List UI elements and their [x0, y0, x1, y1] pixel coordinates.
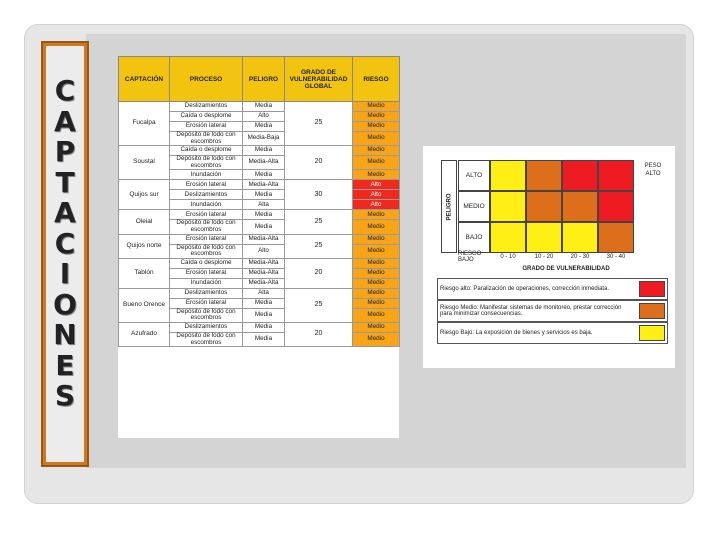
cell-riesgo: Medio: [353, 298, 400, 308]
header-peligro: PELIGRO: [243, 57, 285, 102]
x-axis-label: GRADO DE VULNERABILIDAD: [522, 266, 610, 272]
cell-riesgo: Medio: [353, 146, 400, 156]
title-letter: I: [59, 257, 71, 290]
x-range-label: 30 - 40: [606, 254, 626, 260]
cell-proceso: Inundación: [170, 200, 243, 210]
risk-table-container: [118, 56, 399, 438]
cell-proceso: Erosión lateral: [170, 298, 243, 308]
matrix-cell-yellow: [490, 160, 526, 191]
cell-grado: 20: [285, 322, 353, 346]
cell-peligro: Media-Alta: [243, 234, 285, 244]
matrix-cell-yellow: [490, 191, 526, 222]
cell-proceso: Deslizamientos: [170, 102, 243, 112]
cell-peligro: Media: [243, 146, 285, 156]
cell-riesgo: Medio: [353, 170, 400, 180]
cell-captacion: Bueno Orence: [119, 288, 170, 322]
cell-proceso: Depósito de lodo con escombros: [170, 308, 243, 322]
cell-grado: 25: [285, 210, 353, 234]
cell-proceso: Deslizamientos: [170, 288, 243, 298]
cell-riesgo: Medio: [353, 112, 400, 122]
x-header-left: RIESGO BAJO: [458, 251, 482, 263]
cell-riesgo: Medio: [353, 268, 400, 278]
matrix-cell-orange: [598, 222, 634, 253]
cell-peligro: Media-Alta: [243, 258, 285, 268]
cell-riesgo: Medio: [353, 102, 400, 112]
cell-riesgo: Medio: [353, 332, 400, 346]
title-letter: E: [55, 348, 75, 382]
cell-peligro: Alto: [243, 112, 285, 122]
legend-swatch: [639, 281, 665, 297]
table-row: [119, 146, 400, 156]
cell-riesgo: Medio: [353, 156, 400, 170]
cell-riesgo: Medio: [353, 220, 400, 234]
cell-riesgo: Medio: [353, 122, 400, 132]
cell-captacion: Azufrado: [119, 322, 170, 346]
cell-grado: 20: [285, 146, 353, 180]
matrix-cell-red: [598, 160, 634, 191]
cell-proceso: Caída o desplome: [170, 146, 243, 156]
cell-captacion: Fucalpa: [119, 102, 170, 146]
cell-proceso: Depósito de lodo con escombros: [170, 220, 243, 234]
title-letter: S: [54, 379, 76, 412]
cell-peligro: Alta: [243, 288, 285, 298]
cell-riesgo: Medio: [353, 278, 400, 288]
cell-captacion: Quijos sur: [119, 180, 170, 210]
cell-proceso: Caída o desplome: [170, 112, 243, 122]
x-range-label: 0 - 10: [500, 254, 516, 260]
cell-proceso: Deslizamientos: [170, 190, 243, 200]
cell-peligro: Media-Baja: [243, 132, 285, 146]
cell-grado: 20: [285, 258, 353, 288]
matrix-cell-orange: [526, 160, 562, 191]
matrix-cell-yellow: [526, 222, 562, 253]
header-captacion: CAPTACIÓN: [119, 57, 170, 102]
cell-grado: 25: [285, 234, 353, 258]
matrix-cell-orange: [562, 191, 598, 222]
cell-riesgo: Alto: [353, 200, 400, 210]
cell-peligro: Media: [243, 210, 285, 220]
cell-proceso: Erosión lateral: [170, 234, 243, 244]
cell-proceso: Erosión lateral: [170, 122, 243, 132]
title-letter: A: [54, 104, 76, 138]
table-row: [119, 258, 400, 268]
title-letter: A: [54, 196, 76, 229]
cell-riesgo: Alto: [353, 190, 400, 200]
table-row: [119, 210, 400, 220]
cell-riesgo: Medio: [353, 308, 400, 322]
matrix-cell-red: [562, 160, 598, 191]
legend-swatch: [639, 325, 665, 341]
vertical-title: [46, 46, 84, 462]
cell-riesgo: Medio: [353, 210, 400, 220]
title-letter: C: [54, 74, 76, 107]
table-header-row: [119, 57, 400, 102]
header-proceso: PROCESO: [170, 57, 243, 102]
table-row: [119, 102, 400, 112]
legend-text: Riesgo Bajo: La exposición de bienes y servicios es baja.: [440, 330, 593, 336]
x-range-label: 20 - 30: [570, 254, 590, 260]
title-letter: P: [54, 135, 76, 168]
cell-proceso: Inundación: [170, 170, 243, 180]
cell-proceso: Caída o desplome: [170, 258, 243, 268]
matrix-cell-yellow: [490, 222, 526, 253]
risk-table: [118, 56, 400, 347]
y-axis-label: PELIGRO: [446, 192, 453, 221]
cell-grado: 25: [285, 102, 353, 146]
cell-peligro: Media: [243, 102, 285, 112]
cell-peligro: Media-Alta: [243, 278, 285, 288]
title-letter: O: [53, 287, 77, 321]
cell-riesgo: Medio: [353, 322, 400, 332]
cell-proceso: Depósito de lodo con escombros: [170, 244, 243, 258]
cell-peligro: Media: [243, 298, 285, 308]
cell-peligro: Media: [243, 322, 285, 332]
cell-riesgo: Alto: [353, 180, 400, 190]
cell-proceso: Depósito de lodo con escombros: [170, 332, 243, 346]
legend-swatch: [639, 303, 665, 319]
table-row: [119, 234, 400, 244]
cell-riesgo: Medio: [353, 132, 400, 146]
table-row: [119, 322, 400, 332]
cell-proceso: Inundación: [170, 278, 243, 288]
cell-grado: 25: [285, 288, 353, 322]
matrix-row-label: MEDIO: [458, 191, 490, 222]
cell-proceso: Erosión lateral: [170, 180, 243, 190]
cell-peligro: Media: [243, 170, 285, 180]
matrix-cell-orange: [526, 191, 562, 222]
cell-captacion: Quijos norte: [119, 234, 170, 258]
cell-peligro: Media: [243, 190, 285, 200]
cell-captacion: Soustal: [119, 146, 170, 180]
cell-riesgo: Medio: [353, 234, 400, 244]
cell-proceso: Erosión lateral: [170, 210, 243, 220]
cell-peligro: Media: [243, 220, 285, 234]
matrix-row-label: BAJO: [458, 222, 490, 253]
cell-peligro: Media-Alta: [243, 268, 285, 278]
cell-peligro: Media: [243, 332, 285, 346]
matrix-row-label: ALTO: [458, 160, 490, 191]
legend-item: [437, 300, 668, 322]
x-range-label: 10 - 20: [534, 254, 554, 260]
matrix-side-label: PESO ALTO: [644, 163, 662, 177]
legend-item: [437, 278, 668, 300]
legend-text: Riesgo Medio: Manifestar sistemas de monitoreo, prestar corrección para minimizar consecuencias.: [440, 305, 622, 317]
cell-peligro: Alta: [243, 200, 285, 210]
cell-riesgo: Medio: [353, 258, 400, 268]
cell-proceso: Erosión lateral: [170, 268, 243, 278]
cell-riesgo: Medio: [353, 244, 400, 258]
cell-peligro: Alto: [243, 244, 285, 258]
cell-peligro: Media-Alta: [243, 180, 285, 190]
matrix-cell-yellow: [562, 222, 598, 253]
title-letter: C: [54, 226, 76, 260]
table-row: [119, 180, 400, 190]
matrix-cell-red: [598, 191, 634, 222]
cell-captacion: Tablón: [119, 258, 170, 288]
y-axis-label-box: [441, 160, 457, 253]
cell-captacion: Oleial: [119, 210, 170, 234]
vertical-title-bar: [41, 41, 89, 467]
header-grado: GRADO DE VULNERABILIDAD GLOBAL: [285, 57, 353, 102]
legend-item: [437, 322, 668, 344]
cell-peligro: Media-Alta: [243, 156, 285, 170]
cell-peligro: Media: [243, 308, 285, 322]
table-row: [119, 288, 400, 298]
cell-proceso: Deslizamientos: [170, 322, 243, 332]
title-letter: T: [55, 165, 75, 199]
legend-text: Riesgo alto: Paralización de operaciones, corrección inmediata.: [440, 286, 610, 292]
cell-peligro: Media: [243, 122, 285, 132]
cell-proceso: Depósito de lodo con escombros: [170, 156, 243, 170]
title-letter: N: [53, 318, 77, 351]
cell-riesgo: Medio: [353, 288, 400, 298]
cell-grado: 30: [285, 180, 353, 210]
header-riesgo: RIESGO: [353, 57, 400, 102]
cell-proceso: Depósito de lodo con escombros: [170, 132, 243, 146]
